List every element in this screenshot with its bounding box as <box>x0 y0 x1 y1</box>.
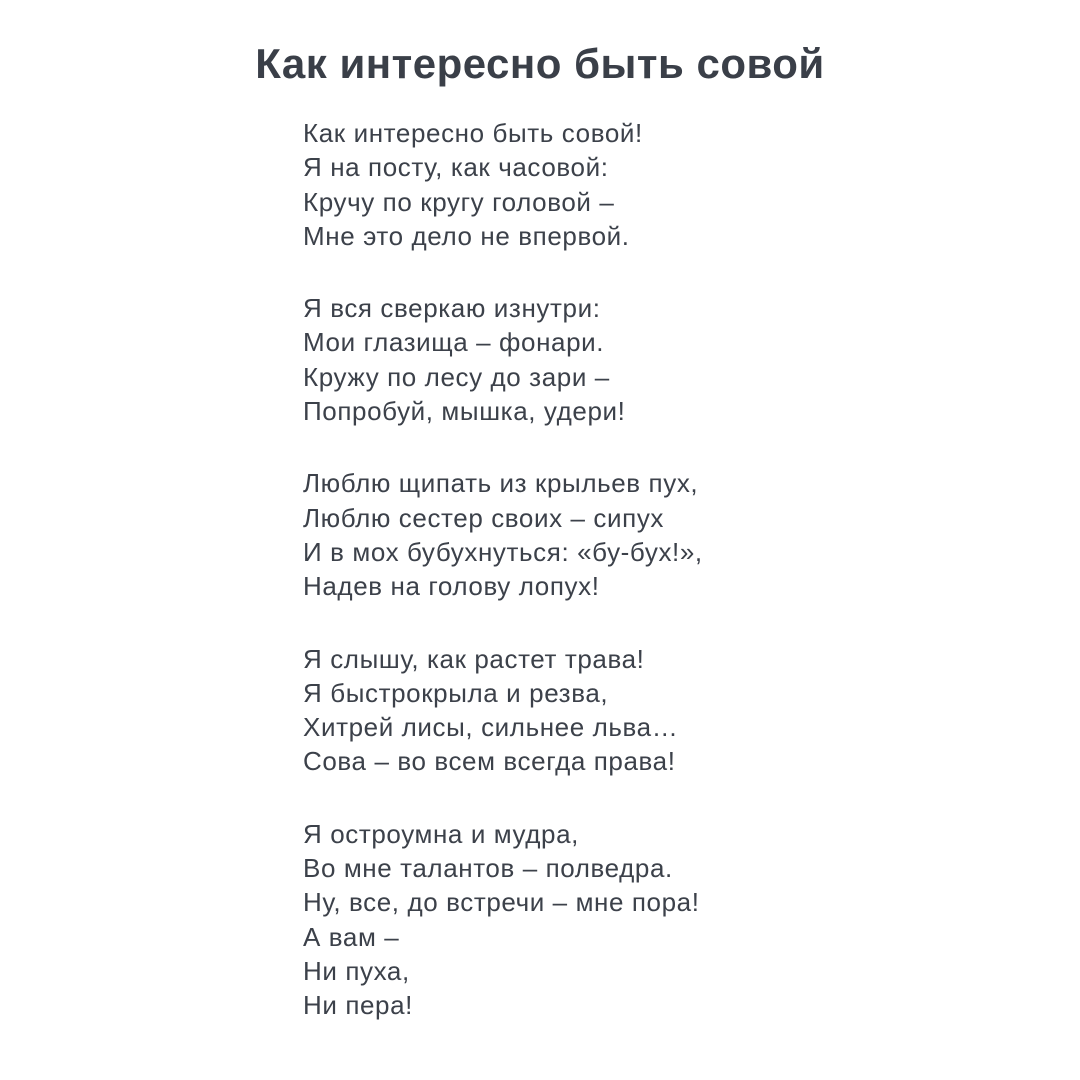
poem-line: Я слышу, как растет трава! <box>303 643 645 674</box>
poem-line: Мне это дело не впервой. <box>303 220 630 251</box>
stanza <box>303 116 1023 253</box>
poem-line: Ни пуха, <box>303 955 410 986</box>
stanza <box>303 291 1023 428</box>
stanza <box>303 642 1023 779</box>
poem-line: Кручу по кругу головой – <box>303 186 615 217</box>
poem-body <box>303 116 1023 1061</box>
poem-line: Люблю сестер своих – сипух <box>303 502 665 533</box>
poem-line: Кружу по лесу до зари – <box>303 361 610 392</box>
poem-line: Я быстрокрыла и резва, <box>303 677 609 708</box>
poem-line: Люблю щипать из крыльев пух, <box>303 468 699 499</box>
poem-line: Как интересно быть совой! <box>303 118 643 148</box>
stanza <box>303 466 1023 603</box>
poem-line: Мои глазища – фонари. <box>303 327 605 358</box>
poem-line: И в мох бубухнуться: «бу-бух!», <box>303 536 703 567</box>
poem-line: Я остроумна и мудра, <box>303 818 579 849</box>
poem-line: Надев на голову лопух! <box>303 571 600 602</box>
poem-line: Я вся сверкаю изнутри: <box>303 293 601 324</box>
poem-line: Ни пера! <box>303 990 414 1021</box>
poem-line: Во мне талантов – полведра. <box>303 853 673 884</box>
stanza <box>303 817 1023 1023</box>
poem-line: Попробуй, мышка, удери! <box>303 396 626 427</box>
poem-title: Как интересно быть совой <box>255 40 825 87</box>
poem-line: Ну, все, до встречи – мне пора! <box>303 887 700 918</box>
poem-line: А вам – <box>303 921 400 952</box>
poem-line: Я на посту, как часовой: <box>303 152 609 183</box>
poem-line: Хитрей лисы, сильнее льва… <box>303 712 679 743</box>
poem-line: Сова – во всем всегда права! <box>303 746 676 777</box>
